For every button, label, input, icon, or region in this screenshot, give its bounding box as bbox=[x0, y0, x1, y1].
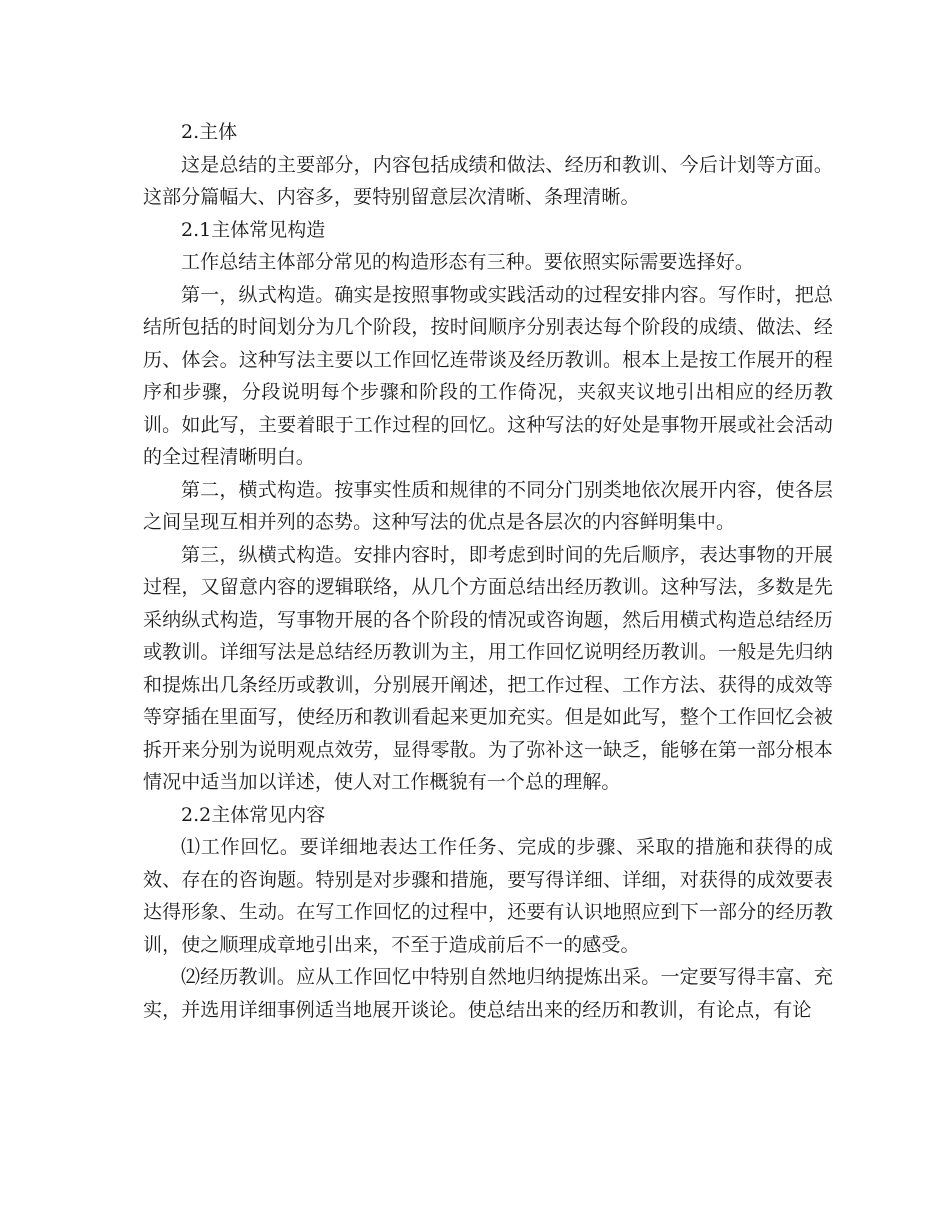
paragraph-main-body-intro: 这是总结的主要部分，内容包括成绩和做法、经历和教训、今后计划等方面。这部分篇幅大、内容多，要特别留意层次清晰、条理清晰。 bbox=[143, 153, 833, 208]
paragraph-horizontal-structure: 第二，横式构造。按事实性质和规律的不同分门别类地依次展开内容，使各层之间呈现互相并列的态势。这种写法的优点是各层次的内容鲜明集中。 bbox=[143, 478, 833, 533]
paragraph-structure-intro: 工作总结主体部分常见的构造形态有三种。要依照实际需要选择好。 bbox=[181, 251, 755, 273]
paragraph-combined-structure: 第三，纵横式构造。安排内容时，即考虑到时间的先后顺序，表达事物的开展过程，又留意内容的逻辑联络，从几个方面总结出经历教训。这种写法，多数是先采纳纵式构造，写事物开展的各个阶段的情况或咨询题，然后用横式构造总结经历或教训。详细写法是总结经历教训为主，用工作回忆说明经历教训。一般是先归纳和提炼出几条经历或教训，分别展开阐述，把工作过程、工作方法、获得的成效等等穿插在里面写，使经历和教训看起来更加充实。但是如此写，整个工作回忆会被拆开来分别为说明观点效劳，显得零散。为了弥补这一缺乏，能够在第一部分根本情况中适当加以详述，使人对工作概貌有一个总的理解。 bbox=[143, 543, 833, 793]
section-heading-main-body: 2.主体 bbox=[181, 121, 238, 143]
section-heading-content: 2.2主体常见内容 bbox=[181, 803, 326, 826]
document-body bbox=[143, 116, 833, 1026]
paragraph-vertical-structure: 第一，纵式构造。确实是按照事物或实践活动的过程安排内容。写作时，把总结所包括的时间划分为几个阶段，按时间顺序分别表达每个阶段的成绩、做法、经历、体会。这种写法主要以工作回忆连带谈及经历教训。根本上是按工作展开的程序和步骤，分段说明每个步骤和阶段的工作倚况，夹叙夹议地引出相应的经历教训。如此写，主要着眼于工作过程的回忆。这种写法的好处是事物开展或社会活动的全过程清晰明白。 bbox=[143, 283, 833, 468]
paragraph-experience-lessons: ⑵经历教训。应从工作回忆中特别自然地归纳提炼出采。一定要写得丰富、充实，并选用详细事例适当地展开谈论。使总结出来的经历和教训，有论点，有论 bbox=[143, 966, 833, 1021]
section-heading-structure: 2.1主体常见构造 bbox=[181, 218, 326, 241]
paragraph-work-review: ⑴工作回忆。要详细地表达工作任务、完成的步骤、采取的措施和获得的成效、存在的咨询题。特别是对步骤和措施，要写得详细、详细，对获得的成效要表达得形象、生动。在写工作回忆的过程中，还要有认识地照应到下一部分的经历教训，使之顺理成章地引出来，不至于造成前后不一的感受。 bbox=[143, 836, 833, 956]
